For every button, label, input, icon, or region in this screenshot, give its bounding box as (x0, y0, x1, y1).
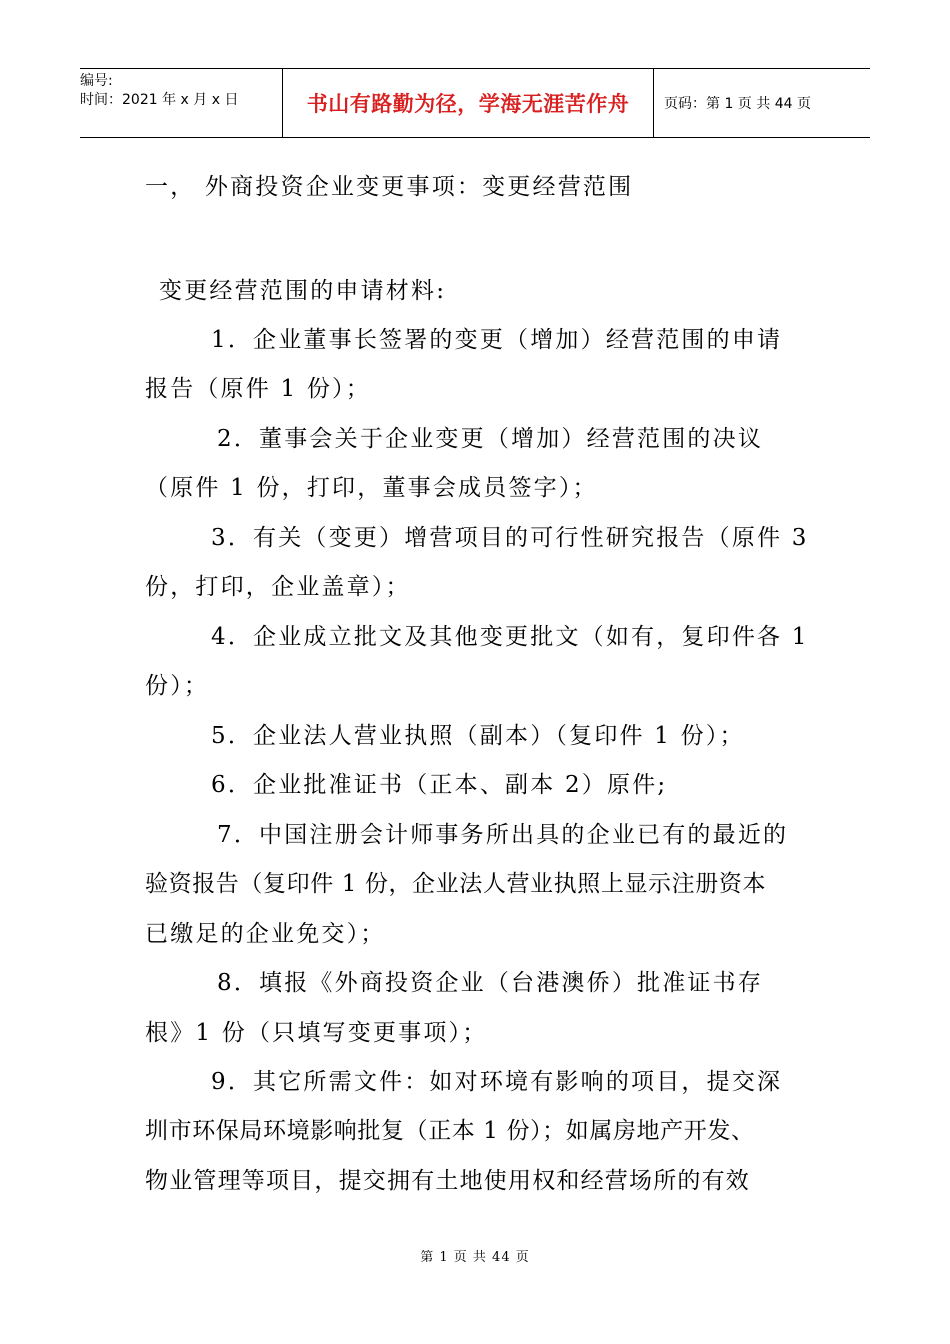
paragraph-line: （原件 1 份，打印，董事会成员签字）； (145, 475, 598, 501)
paragraph-line: 根》1 份（只填写变更事项）； (145, 1020, 488, 1046)
header-motto-cell (282, 69, 654, 137)
paragraph-line: 圳市环保局环境影响批复（正本 1 份）；如属房地产开发、 (145, 1118, 755, 1144)
document-number-label: 编号: (80, 73, 113, 89)
paragraph-line: 5．企业法人营业执照（副本）（复印件 1 份）； (211, 723, 745, 749)
page-footer: 第 1 页 共 44 页 (420, 1250, 530, 1265)
header-page-cell (654, 69, 870, 137)
paragraph-line: 4．企业成立批文及其他变更批文（如有，复印件各 1 (211, 624, 809, 650)
paragraph-line: 8．填报《外商投资企业（台港澳侨）批准证书存 (217, 970, 764, 996)
page-indicator: 页码：第 1 页 共 44 页 (664, 96, 811, 112)
paragraph-line: 2．董事会关于企业变更（增加）经营范围的决议 (217, 426, 764, 452)
paragraph-line: 份，打印，企业盖章）； (145, 574, 411, 600)
paragraph-line: 验资报告（复印件 1 份，企业法人营业执照上显示注册资本 (145, 871, 767, 897)
motto: 书山有路勤为径，学海无涯苦作舟 (306, 92, 630, 116)
page-header (80, 68, 870, 138)
paragraph-line: 3．有关（变更）增营项目的可行性研究报告（原件 3 (211, 525, 809, 551)
paragraph-line: 份）； (145, 673, 210, 699)
paragraph-line: 报告（原件 1 份）； (145, 376, 371, 402)
paragraph-line: 1．企业董事长签署的变更（增加）经营范围的申请 (211, 327, 783, 353)
paragraph-line: 已缴足的企业免交）； (145, 921, 386, 947)
document-date: 时间：2021 年 x 月 x 日 (80, 92, 239, 108)
paragraph-line: 物业管理等项目，提交拥有土地使用权和经营场所的有效 (145, 1168, 750, 1194)
section-heading: 一， 外商投资企业变更事项：变更经营范围 (145, 174, 634, 200)
header-meta (80, 69, 282, 137)
paragraph-line: 6．企业批准证书（正本、副本 2）原件; (211, 772, 668, 798)
materials-heading: 变更经营范围的申请材料: (159, 278, 447, 304)
paragraph-line: 9．其它所需文件：如对环境有影响的项目，提交深 (211, 1069, 783, 1095)
paragraph-line: 7．中国注册会计师事务所出具的企业已有的最近的 (217, 822, 789, 848)
